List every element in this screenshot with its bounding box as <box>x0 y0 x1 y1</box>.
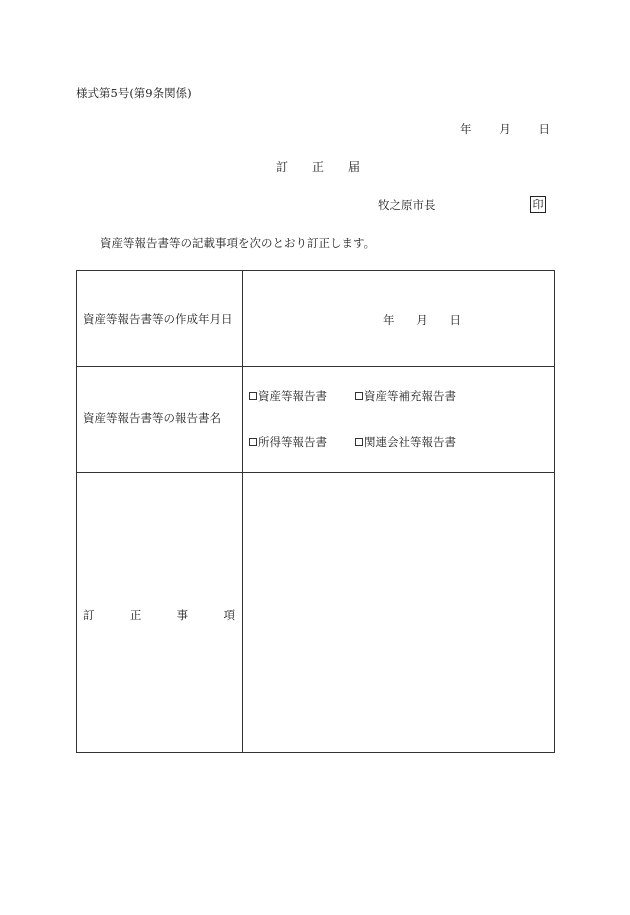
correction-label-char-4: 項 <box>223 608 235 622</box>
option-asset-report[interactable] <box>249 389 327 403</box>
correction-items-label <box>83 607 235 623</box>
option-label: 資産等補充報告書 <box>364 389 456 403</box>
report-name-label: 資産等報告書等の報告書名 <box>83 411 221 425</box>
creation-date-field[interactable] <box>383 312 461 328</box>
checkbox[interactable] <box>355 438 363 446</box>
addressee: 牧之原市長 <box>378 198 436 212</box>
checkbox[interactable] <box>249 392 257 400</box>
intro-text: 資産等報告書等の記載事項を次のとおり訂正します。 <box>100 236 376 250</box>
seal-mark: 印 <box>530 196 546 213</box>
date-year-label: 年 <box>460 122 472 136</box>
title-char-3: 届 <box>347 160 360 174</box>
creation-date-year: 年 <box>383 313 395 327</box>
option-affiliate-report[interactable] <box>355 435 456 449</box>
correction-items-field[interactable] <box>243 473 554 752</box>
correction-table <box>76 270 555 753</box>
checkbox[interactable] <box>355 392 363 400</box>
date-month-label: 月 <box>499 122 511 136</box>
creation-date-month: 月 <box>416 313 428 327</box>
correction-label-char-1: 訂 <box>83 608 95 622</box>
checkbox[interactable] <box>249 438 257 446</box>
option-asset-supplement-report[interactable] <box>355 389 456 403</box>
option-label: 所得等報告書 <box>258 435 327 449</box>
option-label: 資産等報告書 <box>258 389 327 403</box>
form-style-number: 様式第5号(第9条関係) <box>76 86 192 100</box>
creation-date-day: 日 <box>449 313 461 327</box>
option-income-report[interactable] <box>249 435 327 449</box>
title-char-2: 正 <box>311 160 324 174</box>
correction-label-char-3: 事 <box>176 608 189 622</box>
row-divider-1 <box>77 366 554 367</box>
option-label: 関連会社等報告書 <box>364 435 456 449</box>
submission-date <box>460 122 550 136</box>
date-day-label: 日 <box>538 122 550 136</box>
form-title <box>276 160 360 174</box>
title-char-1: 訂 <box>276 160 289 174</box>
correction-label-char-2: 正 <box>129 608 142 622</box>
creation-date-label: 資産等報告書等の作成年月日 <box>83 312 233 326</box>
